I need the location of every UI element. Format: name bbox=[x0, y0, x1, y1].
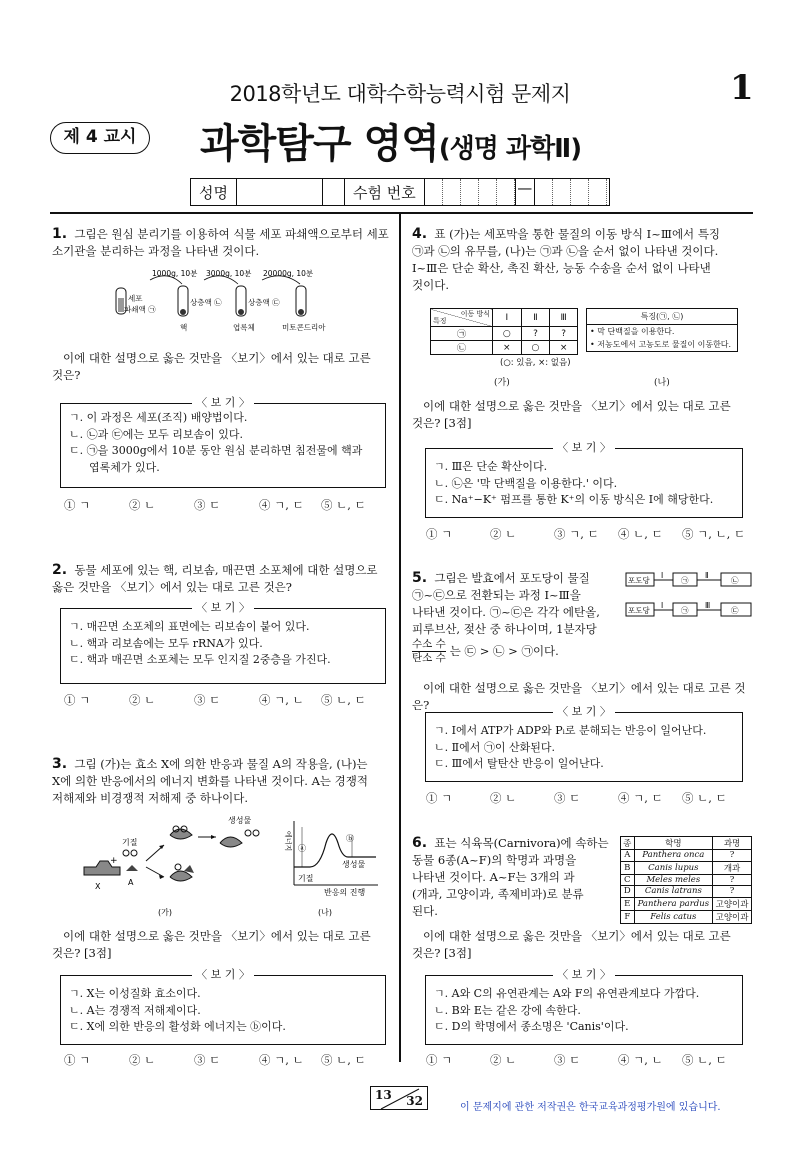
cell: D bbox=[621, 886, 635, 898]
substance-label: ㉠ bbox=[681, 606, 689, 615]
cell: Felis catus bbox=[634, 910, 713, 923]
answer-option[interactable]: ⑤ ㄴ, ㄷ bbox=[321, 1053, 366, 1067]
cell: Panthera pardus bbox=[634, 897, 713, 910]
question-text: 는 ㉢ > ㉡ > ㉠이다. bbox=[449, 644, 559, 658]
col-header: 종 bbox=[621, 837, 635, 850]
process-label: Ⅲ bbox=[705, 601, 711, 610]
q5-answers bbox=[426, 790, 748, 806]
question-5 bbox=[412, 570, 622, 665]
fermentation-figure bbox=[625, 570, 755, 622]
q1-answers bbox=[64, 497, 381, 513]
answer-option[interactable]: ⑤ ㄴ, ㄷ bbox=[682, 791, 727, 805]
bogi-box-2 bbox=[60, 601, 386, 684]
substrate-energy-label: 기질 bbox=[298, 874, 314, 883]
q3-prompt bbox=[52, 928, 392, 962]
bogi-box-5 bbox=[425, 705, 743, 782]
question-number: 6. bbox=[412, 835, 428, 851]
prompt-text: 것은? [3점] bbox=[412, 946, 472, 960]
cell: ? bbox=[713, 874, 752, 886]
substance-label: ㉠ bbox=[681, 576, 689, 585]
bogi-item: ㄴ. Ⅱ에서 ㉠이 산화된다. bbox=[434, 740, 555, 754]
answer-option[interactable]: ③ ㄷ bbox=[194, 693, 221, 707]
answer-option[interactable]: ④ ㄱ, ㄷ bbox=[618, 791, 663, 805]
table-b-label: (나) bbox=[654, 378, 670, 388]
frac-top: 수소 수 bbox=[412, 638, 446, 650]
bogi-item: ㄷ. Ⅲ에서 탈탄산 반응이 일어난다. bbox=[434, 757, 604, 770]
exam-no-label: 수험 번호 bbox=[345, 179, 425, 205]
enzyme-x-label: X bbox=[95, 882, 101, 891]
cell: 고양이과 bbox=[713, 910, 752, 923]
answer-option[interactable]: ② ㄴ bbox=[129, 1053, 156, 1067]
question-text: 표는 식육목(Carnivora)에 속하는 bbox=[434, 836, 609, 850]
bogi-item: ㄷ. 핵과 매끈면 소포체는 모두 인지질 2중층을 가진다. bbox=[69, 653, 331, 666]
frac-bottom: 탄소 수 bbox=[412, 652, 446, 664]
bogi-box-4 bbox=[425, 441, 743, 518]
answer-option[interactable]: ③ ㄷ bbox=[554, 1053, 581, 1067]
glucose-2: 포도당 bbox=[628, 606, 650, 615]
bogi-item: ㄱ. A와 C의 유연관계는 A와 F의 유연관계보다 가깝다. bbox=[434, 987, 700, 1000]
subject-main: 과학탐구 영역 bbox=[200, 121, 439, 167]
q1-prompt bbox=[52, 350, 392, 384]
question-number: 3. bbox=[52, 756, 68, 772]
cell: F bbox=[621, 910, 635, 923]
cell: E bbox=[621, 897, 635, 910]
prompt-text: 것은? bbox=[52, 368, 81, 382]
question-number: 2. bbox=[52, 562, 68, 578]
table-b-row: • 저농도에서 고농도로 물질이 이동한다. bbox=[590, 340, 732, 349]
g-label-3: 20000g, 10분 bbox=[263, 269, 314, 278]
answer-option[interactable]: ⑤ ㄴ, ㄷ bbox=[321, 693, 366, 707]
q3-answers bbox=[64, 1052, 381, 1068]
bogi-box-6 bbox=[425, 968, 743, 1045]
question-text: (개과, 고양이과, 족제비과)로 분류 bbox=[412, 887, 584, 901]
row-header: ㉠ bbox=[431, 327, 493, 341]
prompt-text: 것은? [3점] bbox=[52, 946, 112, 960]
question-text: X에 의한 반응에서의 에너지 변화를 나타낸 것이다. A는 경쟁적 bbox=[52, 774, 369, 788]
spacer bbox=[323, 179, 345, 205]
x-axis-label: 반응의 진행 bbox=[324, 888, 366, 897]
answer-option[interactable]: ① ㄱ bbox=[426, 791, 453, 805]
g-label-1: 1000g, 10분 bbox=[152, 269, 198, 278]
cell: ? bbox=[550, 327, 578, 341]
name-exam-no-bar bbox=[190, 178, 610, 206]
exam-no-dash: — bbox=[515, 179, 535, 205]
bogi-title: 〈 보 기 〉 bbox=[553, 705, 615, 718]
question-text: 그림은 발효에서 포도당이 물질 bbox=[434, 571, 590, 585]
enzyme-figure bbox=[80, 815, 380, 920]
cell: × bbox=[493, 341, 522, 355]
process-label: Ⅰ bbox=[661, 601, 664, 610]
cell: C bbox=[621, 874, 635, 886]
col-header: 과명 bbox=[713, 837, 752, 850]
sup2-label: 상층액 ㉢ bbox=[248, 298, 280, 307]
answer-option[interactable]: ④ ㄱ, ㄴ bbox=[259, 1053, 304, 1067]
col-header: 학명 bbox=[634, 837, 713, 850]
answer-option[interactable]: ② ㄴ bbox=[129, 498, 156, 512]
cell: A bbox=[621, 850, 635, 862]
prompt-text: 이에 대한 설명으로 옳은 것만을 〈보기〉에서 있는 대로 고른 bbox=[62, 929, 371, 943]
bogi-title: 〈 보 기 〉 bbox=[553, 968, 615, 981]
species-table bbox=[620, 836, 752, 924]
col-header: Ⅱ bbox=[521, 309, 550, 327]
bogi-item: 엽록체가 있다. bbox=[89, 460, 160, 474]
pellet-2: 엽록체 bbox=[233, 323, 255, 332]
question-text: 옳은 것만을 〈보기〉에서 있는 대로 고른 것은? bbox=[52, 580, 292, 594]
cell: B bbox=[621, 861, 635, 874]
exam-no-cell[interactable] bbox=[553, 179, 571, 205]
q4-answers bbox=[426, 526, 748, 542]
q6-prompt bbox=[412, 928, 752, 962]
page-counter bbox=[370, 1086, 428, 1110]
figure-na-label: (나) bbox=[318, 908, 332, 917]
answer-option[interactable]: ④ ㄱ, ㄷ bbox=[259, 498, 304, 512]
b-marker: ⓑ bbox=[346, 834, 354, 843]
cell: ? bbox=[713, 886, 752, 898]
question-text: ㉠~㉢으로 전환되는 과정 Ⅰ~Ⅲ을 bbox=[412, 588, 581, 602]
q4-prompt bbox=[412, 398, 752, 432]
prompt-text: 이에 대한 설명으로 옳은 것만을 〈보기〉에서 있는 대로 고른 bbox=[62, 351, 371, 365]
answer-option[interactable]: ① ㄱ bbox=[64, 498, 91, 512]
answer-option[interactable]: ① ㄱ bbox=[64, 693, 91, 707]
question-text: 나타낸 것이다. A~F는 3개의 과 bbox=[412, 870, 575, 884]
bogi-item: ㄷ. D의 학명에서 종소명은 'Canis'이다. bbox=[434, 1020, 629, 1033]
prompt-text: 이에 대한 설명으로 옳은 것만을 〈보기〉에서 있는 대로 고른 것은? bbox=[412, 681, 746, 712]
question-text: 동물 세포에 있는 핵, 리보솜, 매끈면 소포체에 대한 설명으로 bbox=[74, 563, 378, 577]
exam-no-cell[interactable] bbox=[571, 179, 589, 205]
exam-no-cell[interactable] bbox=[479, 179, 497, 205]
copyright-notice: 이 문제지에 관한 저작권은 한국교육과정평가원에 있습니다. bbox=[460, 1102, 721, 1113]
bogi-title: 〈 보 기 〉 bbox=[192, 396, 254, 409]
question-2 bbox=[52, 562, 392, 596]
cell: Canis lupus bbox=[634, 861, 713, 874]
question-text: 저해제와 비경쟁적 저해제 중 하나이다. bbox=[52, 791, 249, 805]
prompt-text: 이에 대한 설명으로 옳은 것만을 〈보기〉에서 있는 대로 고른 bbox=[422, 929, 731, 943]
sup1-label: 상층액 ㉡ bbox=[190, 298, 222, 307]
question-text: 것이다. bbox=[412, 278, 449, 292]
bogi-title: 〈 보 기 〉 bbox=[192, 601, 254, 614]
process-label: Ⅱ bbox=[705, 571, 709, 580]
column-divider bbox=[399, 214, 401, 1062]
bogi-box-1 bbox=[60, 396, 386, 488]
bogi-item: ㄱ. X는 이성질화 효소이다. bbox=[69, 987, 201, 1000]
bogi-title: 〈 보 기 〉 bbox=[192, 968, 254, 981]
answer-option[interactable]: ⑤ ㄱ, ㄴ, ㄷ bbox=[682, 527, 746, 541]
exam-no-cell[interactable] bbox=[589, 179, 607, 205]
question-6 bbox=[412, 835, 622, 920]
exam-no-cell[interactable] bbox=[425, 179, 443, 205]
subject-title bbox=[200, 112, 581, 169]
figure-ga-label: (가) bbox=[158, 908, 172, 917]
table-a bbox=[430, 308, 578, 355]
cell: ? bbox=[521, 327, 550, 341]
page-number: 1 bbox=[730, 68, 754, 108]
table-a-label: (가) bbox=[494, 378, 510, 388]
question-text: 그림 (가)는 효소 X에 의한 반응과 물질 A의 작용을, (나)는 bbox=[74, 757, 368, 771]
centrifuge-figure bbox=[110, 268, 370, 338]
row-header: ㉡ bbox=[431, 341, 493, 355]
question-text: ㉠과 ㉡의 유무를, (나)는 ㉠과 ㉡을 순서 없이 나타낸 것이다. bbox=[412, 244, 719, 258]
prompt-text: 것은? [3점] bbox=[412, 416, 472, 430]
name-field[interactable] bbox=[237, 179, 323, 205]
cell: 고양이과 bbox=[713, 897, 752, 910]
answer-option[interactable]: ① ㄱ bbox=[426, 1053, 453, 1067]
answer-option[interactable]: ① ㄱ bbox=[426, 527, 453, 541]
current-page: 13 bbox=[375, 1088, 392, 1102]
bogi-box-3 bbox=[60, 968, 386, 1045]
bogi-item: ㄴ. ㉡은 '막 단백질을 이용한다.' 이다. bbox=[434, 476, 618, 490]
answer-option[interactable]: ② ㄴ bbox=[490, 791, 517, 805]
col-header: Ⅲ bbox=[550, 309, 578, 327]
product-energy-label: 생성물 bbox=[342, 860, 366, 869]
answer-option[interactable]: ③ ㄱ, ㄷ bbox=[554, 527, 599, 541]
corner-top: 이동 방식 bbox=[460, 310, 490, 318]
substance-label: ㉡ bbox=[731, 576, 739, 585]
answer-option[interactable]: ① ㄱ bbox=[64, 1053, 91, 1067]
cell: Meles meles bbox=[634, 874, 713, 886]
bogi-item: ㄱ. 이 과정은 세포(조직) 배양법이다. bbox=[69, 411, 248, 424]
question-text: 그림은 원심 분리기를 이용하여 식물 세포 파쇄액으로부터 세포 bbox=[74, 227, 389, 241]
cell: Canis latrans bbox=[634, 886, 713, 898]
exam-no-cell[interactable] bbox=[443, 179, 461, 205]
exam-no-cell[interactable] bbox=[461, 179, 479, 205]
question-number: 5. bbox=[412, 570, 428, 586]
table-b bbox=[586, 308, 738, 352]
cell: ○ bbox=[493, 327, 522, 341]
process-label: Ⅰ bbox=[661, 571, 664, 580]
answer-option[interactable]: ④ ㄴ, ㄷ bbox=[618, 527, 663, 541]
question-number: 1. bbox=[52, 226, 68, 242]
question-text: 피루브산, 젖산 중 하나이며, 1분자당 bbox=[412, 622, 597, 636]
bogi-item: ㄷ. ㉠을 3000g에서 10분 동안 원심 분리하면 침전물에 핵과 bbox=[69, 444, 363, 457]
bogi-item: ㄱ. 매끈면 소포체의 표면에는 리보솜이 붙어 있다. bbox=[69, 620, 310, 633]
cell: × bbox=[550, 341, 578, 355]
bogi-item: ㄷ. Na⁺−K⁺ 펌프를 통한 K⁺의 이동 방식은 Ⅰ에 해당한다. bbox=[434, 493, 714, 506]
q2-answers bbox=[64, 692, 381, 708]
answer-option[interactable]: ② ㄴ bbox=[490, 1053, 517, 1067]
subject-sub: (생명 과학Ⅱ) bbox=[438, 134, 582, 164]
answer-option[interactable]: ② ㄴ bbox=[490, 527, 517, 541]
svg-text:+: + bbox=[110, 856, 118, 866]
g-label-2: 3000g, 10분 bbox=[206, 269, 252, 278]
table-a-note: (○: 있음, ×: 없음) bbox=[500, 358, 571, 368]
session-badge: 제 4 교시 bbox=[50, 122, 150, 154]
bogi-item: ㄴ. ㉡과 ㉢에는 모두 리보솜이 있다. bbox=[69, 427, 243, 441]
answer-option[interactable]: ③ ㄷ bbox=[554, 791, 581, 805]
question-text: 된다. bbox=[412, 904, 438, 918]
question-4 bbox=[412, 226, 752, 294]
table-b-header: 특징(㉠, ㉡) bbox=[587, 309, 737, 325]
bogi-item: ㄱ. Ⅰ에서 ATP가 ADP와 Pᵢ로 분해되는 반응이 일어난다. bbox=[434, 724, 707, 737]
answer-option[interactable]: ⑤ ㄴ, ㄷ bbox=[321, 498, 366, 512]
cell-label: 세포 bbox=[128, 294, 143, 303]
answer-option[interactable]: ② ㄴ bbox=[129, 693, 156, 707]
answer-option[interactable]: ④ ㄱ, ㄴ bbox=[259, 693, 304, 707]
question-text: Ⅰ~Ⅲ은 단순 확산, 촉진 확산, 능동 수송을 순서 없이 나타낸 bbox=[412, 261, 711, 275]
question-1 bbox=[52, 226, 392, 260]
fraction bbox=[412, 638, 446, 665]
cell: ? bbox=[713, 850, 752, 862]
question-text: 소기관을 분리하는 과정을 나타낸 것이다. bbox=[52, 244, 260, 258]
cell: ○ bbox=[521, 341, 550, 355]
substance-label: ㉢ bbox=[731, 606, 739, 615]
bogi-item: ㄴ. 핵과 리보솜에는 모두 rRNA가 있다. bbox=[69, 636, 263, 650]
exam-no-cell[interactable] bbox=[535, 179, 553, 205]
bogi-title: 〈 보 기 〉 bbox=[553, 441, 615, 454]
substrate-label: 기질 bbox=[122, 838, 138, 847]
question-text: 동물 6종(A~F)의 학명과 과명을 bbox=[412, 853, 577, 867]
table-b-row: • 막 단백질을 이용한다. bbox=[590, 327, 675, 336]
question-text: 표 (가)는 세포막을 통한 물질의 이동 방식 Ⅰ~Ⅲ에서 특징 bbox=[434, 227, 721, 241]
q6-answers bbox=[426, 1052, 748, 1068]
glucose-1: 포도당 bbox=[628, 576, 650, 585]
col-header: Ⅰ bbox=[493, 309, 522, 327]
energy-axis-label: 에너지 bbox=[284, 831, 292, 852]
answer-option[interactable]: ③ ㄷ bbox=[194, 1053, 221, 1067]
exam-no-cell[interactable] bbox=[497, 179, 515, 205]
total-pages: 32 bbox=[406, 1094, 423, 1108]
answer-option[interactable]: ③ ㄷ bbox=[194, 498, 221, 512]
bogi-item: ㄱ. Ⅲ은 단순 확산이다. bbox=[434, 460, 548, 473]
question-text: 나타낸 것이다. ㉠~㉢은 각각 에탄올, bbox=[412, 605, 600, 619]
name-label: 성명 bbox=[191, 179, 237, 205]
answer-option[interactable]: ⑤ ㄴ, ㄷ bbox=[682, 1053, 727, 1067]
prompt-text: 이에 대한 설명으로 옳은 것만을 〈보기〉에서 있는 대로 고른 bbox=[422, 399, 731, 413]
question-number: 4. bbox=[412, 226, 428, 242]
answer-option[interactable]: ④ ㄱ, ㄴ bbox=[618, 1053, 663, 1067]
bogi-item: ㄷ. X에 의한 반응의 활성화 에너지는 ⓑ이다. bbox=[69, 1020, 286, 1033]
bogi-item: ㄴ. B와 E는 같은 강에 속한다. bbox=[434, 1003, 581, 1017]
pellet-1: 핵 bbox=[180, 323, 188, 332]
inhibitor-a-label: A bbox=[128, 878, 134, 887]
header-divider bbox=[50, 212, 753, 214]
cell: 개과 bbox=[713, 861, 752, 874]
cell: Panthera onca bbox=[634, 850, 713, 862]
product-label: 생성물 bbox=[228, 816, 252, 825]
question-3 bbox=[52, 756, 392, 807]
pellet-3: 미토콘드리아 bbox=[282, 323, 326, 332]
bogi-item: ㄴ. A는 경쟁적 저해제이다. bbox=[69, 1003, 201, 1017]
corner-bottom: 특징 bbox=[433, 317, 447, 325]
exam-title: 2018학년도 대학수학능력시험 문제지 bbox=[229, 82, 571, 106]
lysate-label: 파쇄액 ㉠ bbox=[124, 305, 156, 314]
a-marker: ⓐ bbox=[298, 844, 306, 853]
